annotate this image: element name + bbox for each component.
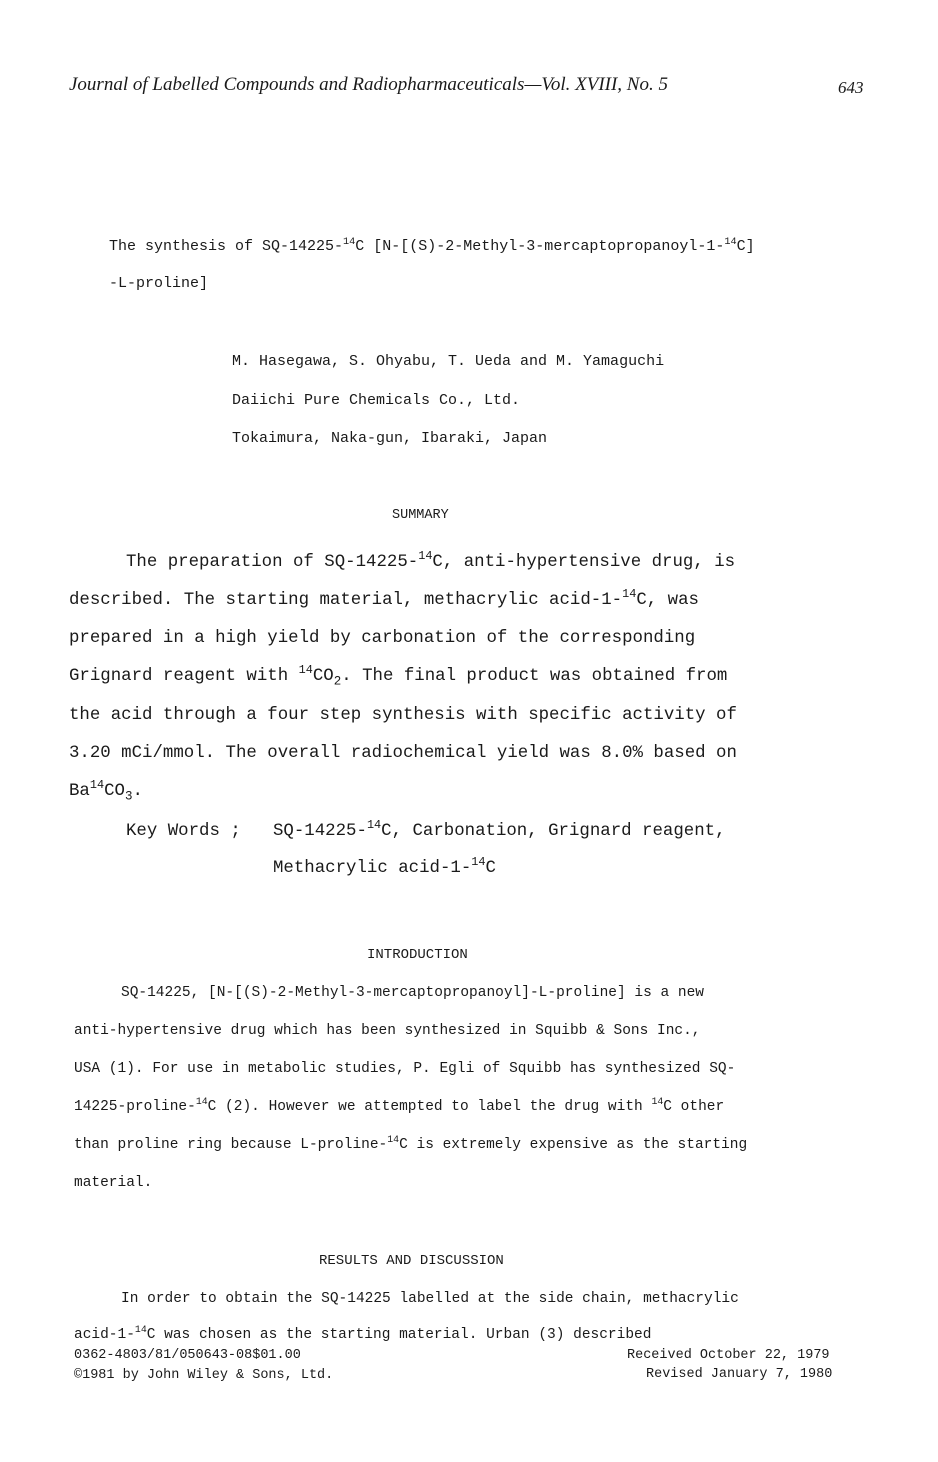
- journal-header: Journal of Labelled Compounds and Radiopharmaceuticals—Vol. XVIII, No. 5: [69, 74, 668, 95]
- summary-line: $Ba^{14}CO_3$.: [69, 778, 143, 804]
- affiliation-address: Tokaimura, Naka-gun, Ibaraki, Japan: [232, 430, 548, 447]
- results-line: acid-1-$^{14}$C was chosen as the starting material. Urban (3) described: [74, 1324, 652, 1343]
- copyright-notice: ©1981 by John Wiley & Sons, Ltd.: [74, 1368, 334, 1383]
- summary-line: The preparation of SQ-14225-$^{14}$C, anti-hypertensive drug, is: [126, 549, 736, 572]
- introduction-line: SQ-14225, [N-[(S)-2-Methyl-3-mercaptopropanoyl]-L-proline] is a new: [121, 985, 704, 1001]
- summary-line: described. The starting material, methacrylic acid-1-$^{14}$C, was: [69, 587, 699, 610]
- received-date: Received October 22, 1979: [627, 1348, 830, 1363]
- affiliation-company: Daiichi Pure Chemicals Co., Ltd.: [232, 392, 521, 409]
- page-number: 643: [838, 78, 864, 97]
- keywords-label: Key Words ;: [126, 822, 241, 841]
- summary-line: Grignard reagent with $^{14}CO_2$. The final product was obtained from: [69, 663, 728, 689]
- summary-line: the acid through a four step synthesis with specific activity of: [69, 706, 737, 725]
- results-heading: RESULTS AND DISCUSSION: [319, 1253, 504, 1269]
- introduction-line: than proline ring because L-proline-$^{14}$C is extremely expensive as the starting: [74, 1134, 748, 1153]
- introduction-line: USA (1). For use in metabolic studies, P. Egli of Squibb has synthesized SQ-: [74, 1061, 736, 1077]
- author-list: M. Hasegawa, S. Ohyabu, T. Ueda and M. Yamaguchi: [232, 353, 665, 370]
- keywords-line: SQ-14225-$^{14}$C, Carbonation, Grignard reagent,: [273, 818, 726, 841]
- revised-date: Revised January 7, 1980: [646, 1367, 833, 1382]
- summary-line: prepared in a high yield by carbonation of the corresponding: [69, 629, 696, 648]
- article-code: 0362-4803/81/050643-08$01.00: [74, 1348, 301, 1363]
- article-title-continued: -L-proline]: [109, 275, 209, 292]
- summary-line: 3.20 mCi/mmol. The overall radiochemical yield was 8.0% based on: [69, 744, 737, 763]
- keywords-line: Methacrylic acid-1-$^{14}$C: [273, 855, 496, 878]
- introduction-line: material.: [74, 1175, 153, 1191]
- introduction-line: anti-hypertensive drug which has been synthesized in Squibb & Sons Inc.,: [74, 1023, 701, 1039]
- article-title: The synthesis of SQ-14225-$^{14}$C [N-[(S)-2-Methyl-3-mercaptopropanoyl-1-$^{14}$C]: [109, 237, 755, 255]
- introduction-heading: INTRODUCTION: [367, 947, 468, 963]
- summary-heading: SUMMARY: [392, 508, 449, 523]
- introduction-line: 14225-proline-$^{14}$C (2). However we attempted to label the drug with $^{14}$C other: [74, 1096, 725, 1115]
- results-line: In order to obtain the SQ-14225 labelled at the side chain, methacrylic: [121, 1291, 739, 1307]
